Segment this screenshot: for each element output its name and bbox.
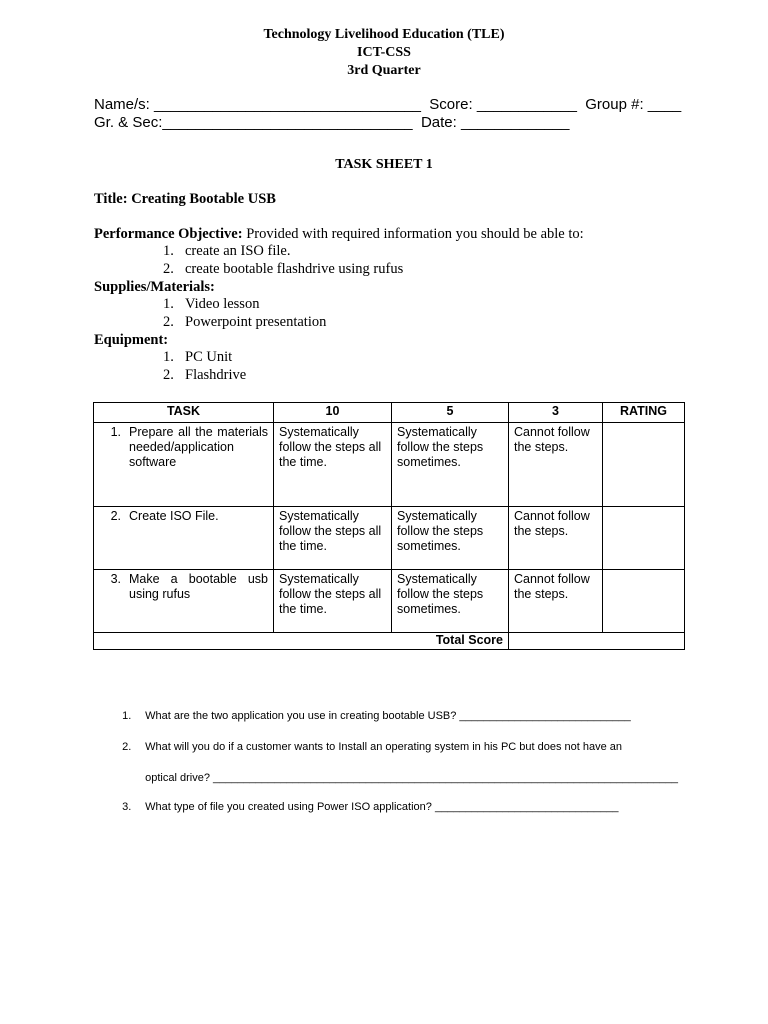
title-line — [94, 191, 276, 209]
quarter-heading: 3rd Quarter — [347, 63, 421, 78]
list-number: 1. — [163, 296, 174, 312]
list-number: 1. — [163, 349, 174, 365]
header-rating: RATING — [603, 403, 685, 423]
list-text: Video lesson — [185, 296, 260, 312]
task-sheet-title: TASK SHEET 1 — [335, 157, 433, 172]
equipment-label: Equipment: — [94, 332, 169, 348]
objective-item — [163, 261, 403, 279]
list-number: 2. — [163, 367, 174, 383]
table-row — [94, 507, 685, 570]
equipment-item — [163, 349, 232, 367]
question-number: 3. — [122, 801, 132, 813]
list-number: 1. — [163, 243, 174, 259]
rubric-header-row — [94, 403, 685, 423]
objective-item — [163, 243, 290, 261]
question-text: optical drive? ____________________________________________________________________________ — [145, 772, 678, 784]
score-3-cell: Cannot follow the steps. — [509, 570, 603, 633]
equipment-item — [163, 367, 246, 385]
list-number: 2. — [163, 261, 174, 277]
name-score-group-line: Name/s: ________________________________ Score: ____________ Group #: ____ — [94, 96, 682, 113]
score-5-cell: Systematically follow the steps sometimes. — [392, 507, 509, 570]
score-10-cell: Systematically follow the steps all the time. — [274, 570, 392, 633]
objective-line — [94, 226, 584, 244]
list-text: create bootable flashdrive using rufus — [185, 261, 404, 277]
list-text: PC Unit — [185, 349, 233, 365]
task-cell: 3. Make a bootable usb using rufus — [94, 570, 274, 633]
question-text: What type of file you created using Power ISO application? ______________________________ — [145, 801, 619, 813]
header-5: 5 — [392, 403, 509, 423]
score-3-cell: Cannot follow the steps. — [509, 423, 603, 507]
score-5-cell: Systematically follow the steps sometimes. — [392, 570, 509, 633]
supplies-label: Supplies/Materials: — [94, 279, 215, 295]
rating-cell[interactable] — [603, 423, 685, 507]
document-subheading: ICT-CSS — [357, 45, 411, 60]
list-text: Powerpoint presentation — [185, 314, 327, 330]
rating-cell[interactable] — [603, 570, 685, 633]
title-label: Title: — [94, 191, 128, 207]
question-item — [116, 695, 631, 723]
table-row — [94, 423, 685, 507]
document-heading: Technology Livelihood Education (TLE) — [263, 27, 505, 42]
question-item — [116, 786, 618, 814]
total-row — [94, 633, 685, 650]
list-text: Flashdrive — [185, 367, 247, 383]
score-5-cell: Systematically follow the steps sometimes. — [392, 423, 509, 507]
score-10-cell: Systematically follow the steps all the time. — [274, 507, 392, 570]
list-number: 2. — [163, 314, 174, 330]
objective-text: Provided with required information you should be able to: — [246, 226, 584, 242]
objective-label: Performance Objective: — [94, 226, 243, 242]
table-row — [94, 570, 685, 633]
question-number: 1. — [122, 710, 132, 722]
total-score-label: Total Score — [94, 633, 509, 650]
supplies-item — [163, 314, 326, 332]
question-text: What will you do if a customer wants to Install an operating system in his PC but does not have an — [145, 741, 623, 753]
rating-cell[interactable] — [603, 507, 685, 570]
header-3: 3 — [509, 403, 603, 423]
supplies-item — [163, 296, 259, 314]
task-cell: 2. Create ISO File. — [94, 507, 274, 570]
total-score-value[interactable] — [509, 633, 685, 650]
question-item — [116, 726, 622, 754]
question-text: What are the two application you use in creating bootable USB? ____________________________ — [145, 710, 631, 722]
title-value: Creating Bootable USB — [131, 191, 276, 207]
score-3-cell: Cannot follow the steps. — [509, 507, 603, 570]
rubric-table — [93, 402, 685, 650]
task-cell: 1. Prepare all the materials needed/application software — [94, 423, 274, 507]
header-10: 10 — [274, 403, 392, 423]
section-date-line: Gr. & Sec:______________________________ Date: _____________ — [94, 114, 570, 131]
question-number: 2. — [122, 741, 132, 753]
header-task: TASK — [94, 403, 274, 423]
list-text: create an ISO file. — [185, 243, 291, 259]
score-10-cell: Systematically follow the steps all the time. — [274, 423, 392, 507]
question-continuation — [116, 757, 678, 785]
